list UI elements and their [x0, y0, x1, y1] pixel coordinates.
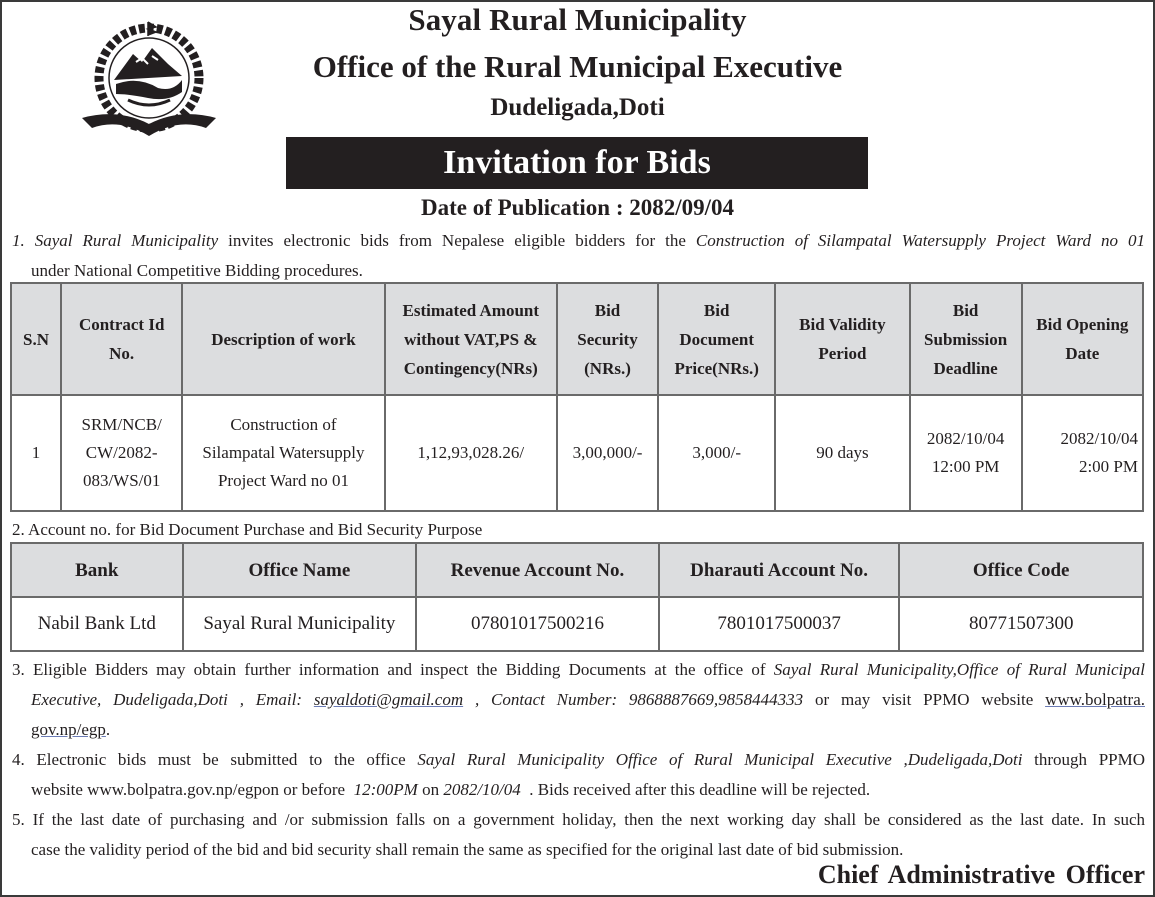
bids-header-row: [11, 283, 1143, 395]
col-opening: Bid Opening Date: [1022, 283, 1143, 395]
cell-sn: 1: [11, 395, 61, 511]
paragraph-5: 5. If the last date of purchasing and /or submission falls on a government holiday, then the next working day shall be considered as the last date. In such case the validity period of the bid and bid security shall remain the same as specified for the original last date of bid submission.: [12, 810, 1145, 859]
p1-text: invites electronic bids from Nepalese eligible bidders for the: [218, 231, 696, 250]
col-description: Description of work: [182, 283, 384, 395]
table-row: [11, 597, 1143, 651]
cell-validity: 90 days: [775, 395, 909, 511]
signature-title: Chief Administrative Officer: [817, 860, 1145, 889]
contact-number: , Contact Number: 9868887669,9858444333: [463, 690, 804, 709]
col-office-name: Office Name: [183, 543, 417, 597]
paragraph-2: 2. Account no. for Bid Document Purchase and Bid Security Purpose: [12, 520, 483, 539]
col-revenue-account: Revenue Account No.: [416, 543, 659, 597]
col-office-code: Office Code: [899, 543, 1143, 597]
col-contract-id: Contract Id No.: [61, 283, 182, 395]
table-row: [11, 395, 1143, 511]
cell-deadline: 2082/10/04 12:00 PM: [910, 395, 1022, 511]
cell-office-name: Sayal Rural Municipality: [183, 597, 417, 651]
cell-dharauti-account: 7801017500037: [659, 597, 900, 651]
col-deadline: Bid Submission Deadline: [910, 283, 1022, 395]
p3-office: Sayal Rural Municipality,Office of Rural Municipal: [773, 660, 1145, 679]
cell-security: 3,00,000/-: [557, 395, 658, 511]
bank-header-row: [11, 543, 1143, 597]
cell-bank: Nabil Bank Ltd: [11, 597, 183, 651]
col-bank: Bank: [11, 543, 183, 597]
p1-number: 1.: [12, 231, 25, 250]
col-dharauti-account: Dharauti Account No.: [659, 543, 900, 597]
p4-time: 12:00PM: [353, 780, 418, 799]
p4-office: Sayal Rural Municipality Office of Rural Municipal Executive ,Dudeligada,Doti: [417, 750, 1023, 769]
cell-estimate: 1,12,93,028.26/: [385, 395, 557, 511]
cell-opening: 2082/10/04 2:00 PM: [1022, 395, 1143, 511]
bids-table: [10, 282, 1144, 512]
email-link[interactable]: sayaldoti@gmail.com: [313, 690, 464, 709]
paragraph-1: [12, 226, 1145, 286]
col-estimated-amount: Estimated Amount without VAT,PS & Contingency(NRs): [385, 283, 557, 395]
cell-doc-price: 3,000/-: [658, 395, 775, 511]
office-name: Office of the Rural Municipal Executive: [312, 49, 843, 84]
municipality-name: Sayal Rural Municipality: [408, 2, 747, 37]
paragraph-3: 3. Eligible Bidders may obtain further information and inspect the Bidding Documents at the office of Sayal Rural Municipality,Office of Rural Municipal Executive, Dudeligada,Doti , Email: sayaldoti@gmail.com , Contact Number: 9868887669,9858444333 or may visit PPMO website www.bolpatra. gov.np/egp.: [12, 660, 1145, 739]
p1-project: Construction of Silampatal Watersupply Project Ward no 01: [695, 231, 1146, 250]
invitation-banner: Invitation for Bids: [286, 137, 868, 189]
ppmo-website-link-cont[interactable]: gov.np/egp: [31, 720, 106, 739]
col-sn: S.N: [11, 283, 61, 395]
cell-description: Construction of Silampatal Watersupply Project Ward no 01: [182, 395, 384, 511]
bank-account-table: [10, 542, 1144, 652]
p1-text-2: under National Competitive Bidding procedures.: [31, 261, 363, 280]
p1-org: Sayal Rural Municipality: [34, 231, 219, 250]
ppmo-website-link[interactable]: www.bolpatra.: [1045, 690, 1145, 709]
publication-date: Date of Publication : 2082/09/04: [420, 195, 735, 220]
p4-date: 2082/10/04: [443, 780, 521, 799]
paragraph-4: 4. Electronic bids must be submitted to the office Sayal Rural Municipality Office of Rural Municipal Executive ,Dudeligada,Doti through PPMO website www.bolpatra.gov.np/egpon or before 12:00PM on 2082/10/04 . Bids received after this deadline will be rejected.: [12, 750, 1145, 799]
cell-contract-id: SRM/NCB/ CW/2082- 083/WS/01: [61, 395, 182, 511]
cell-office-code: 80771507300: [899, 597, 1143, 651]
col-validity: Bid Validity Period: [775, 283, 909, 395]
col-bid-security: Bid Security (NRs.): [557, 283, 658, 395]
col-doc-price: Bid Document Price(NRs.): [658, 283, 775, 395]
cell-revenue-account: 07801017500216: [416, 597, 659, 651]
office-location: Dudeligada,Doti: [490, 94, 665, 121]
